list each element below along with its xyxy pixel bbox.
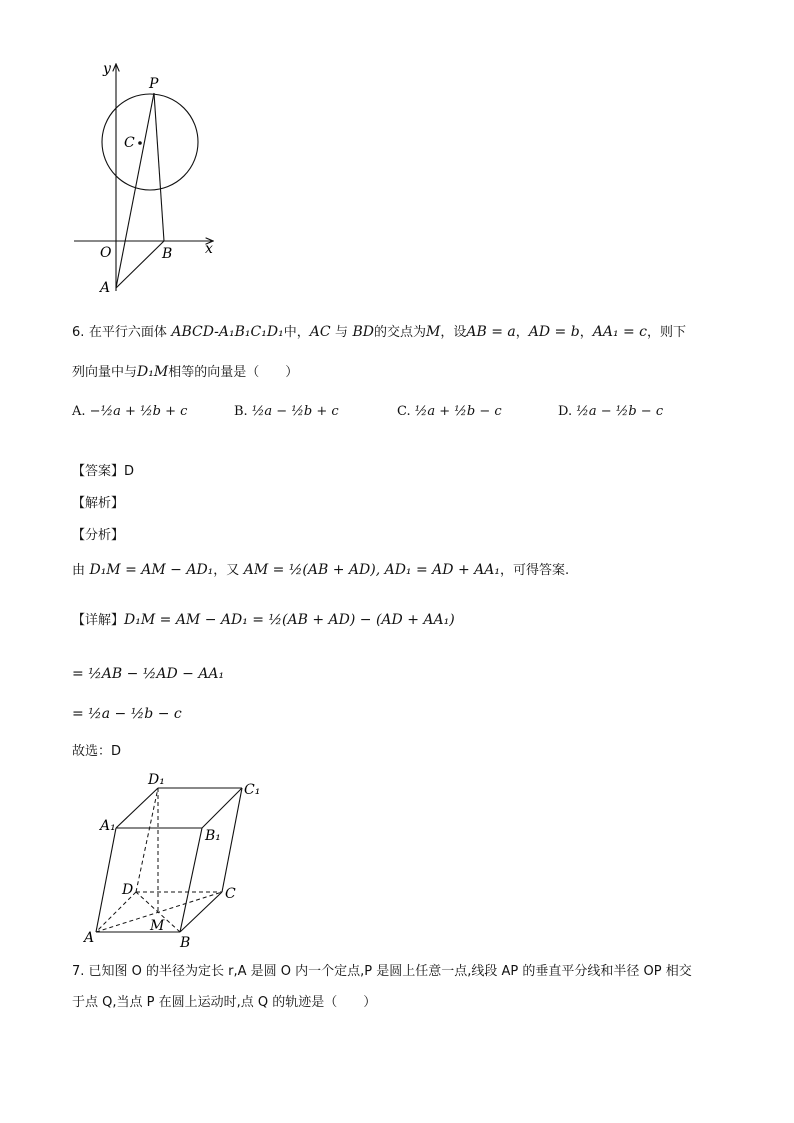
label-x: x: [205, 241, 213, 257]
question7-line1: 7. 已知图 O 的半径为定长 r,A 是圆 O 内一个定点,P 是圆上任意一点,线段 AP 的垂直平分线和半径 OP 相交: [72, 964, 692, 979]
segment-ac: AC: [309, 324, 331, 340]
stem-text: 的交点为: [373, 325, 426, 340]
solid-name: ABCD-A₁B₁C₁D₁: [171, 324, 284, 340]
fenxi-eq2: AM = ½(AB + AD), AD₁ = AD + AA₁: [243, 562, 500, 578]
option-a[interactable]: [72, 404, 187, 419]
segment-ab: [116, 241, 164, 288]
question6-line2: [72, 362, 298, 383]
segment-bd: BD: [352, 324, 374, 340]
answer-value: D: [124, 464, 135, 479]
label-o: O: [100, 245, 112, 261]
stem-text: 中，: [283, 325, 310, 340]
label-b: B: [180, 935, 191, 950]
stem-text: 列向量中与: [72, 365, 138, 380]
vector-ab-def: AB = a: [466, 324, 516, 340]
fenxi-line: [72, 560, 569, 581]
fenxi-eq1: D₁M = AM − AD₁: [89, 562, 214, 578]
label-c: C: [124, 135, 135, 151]
point-m: M: [426, 324, 441, 340]
stem-text: ，设: [440, 325, 467, 340]
label-m: M: [150, 918, 165, 934]
analysis-tag: 【解析】: [72, 496, 125, 511]
answer-line: [72, 462, 134, 482]
detail-line: [72, 610, 455, 631]
question6-line1: 6. 在平行六面体 ABCD-A₁B₁C₁D₁中，AC 与 BD的交点为M，设AB = a，AD = b，AA₁ = c，则下: [72, 324, 687, 340]
edge-cc1: [222, 788, 242, 892]
label-d: D: [122, 882, 134, 898]
fenxi-tag: 【分析】: [72, 528, 125, 543]
label-b: B: [162, 246, 173, 262]
option-d[interactable]: [558, 404, 663, 419]
option-a-expr: −½a + ½b + c: [89, 404, 188, 419]
vector-d1m: D₁M: [137, 364, 169, 380]
parallelepiped-figure: [78, 770, 278, 950]
label-a: A: [84, 930, 95, 946]
vector-ad-def: AD = b: [528, 324, 580, 340]
stem-text: 在平行六面体: [88, 325, 167, 340]
option-d-expr: ½a − ½b − c: [576, 404, 664, 419]
option-b-expr: ½a − ½b + c: [251, 404, 339, 419]
option-a-label: A.: [72, 404, 86, 419]
label-b1: B₁: [205, 828, 221, 844]
detail-eq3: = ½a − ½b − c: [72, 706, 182, 722]
label-d1: D₁: [148, 772, 165, 788]
stem-text: 相等的向量是（ ）: [168, 365, 299, 380]
option-b[interactable]: [234, 404, 339, 419]
label-a: A: [100, 280, 111, 296]
question6-number: 6.: [72, 325, 85, 340]
detail-tag: 【详解】: [72, 613, 125, 628]
choose-line: 故选：D: [72, 744, 122, 759]
edge-bb1: [180, 828, 202, 932]
option-d-label: D.: [558, 404, 573, 419]
label-c1: C₁: [244, 782, 261, 798]
option-c-label: C.: [397, 404, 411, 419]
label-c: C: [225, 886, 236, 902]
stem-text: 与: [335, 325, 349, 340]
label-p: P: [149, 76, 159, 92]
fenxi-text: ，又: [213, 563, 240, 578]
edge-bc: [180, 892, 222, 932]
center-point: [138, 141, 142, 145]
question7-line2: 于点 Q,当点 P 在圆上运动时,点 Q 的轨迹是（ ）: [72, 995, 377, 1010]
coordinate-figure: [60, 55, 230, 305]
segment-pb: [154, 93, 164, 241]
fenxi-text: ，可得答案.: [499, 563, 570, 578]
edge-d1a1: [116, 788, 158, 828]
edge-aa1: [96, 828, 116, 932]
vector-aa1-def: AA₁ = c: [592, 324, 648, 340]
detail-eq2: = ½AB − ½AD − AA₁: [72, 666, 225, 682]
option-b-label: B.: [234, 404, 248, 419]
fenxi-text: 由: [72, 563, 86, 578]
option-c[interactable]: [397, 404, 502, 419]
stem-text: ，则下: [647, 325, 687, 340]
answer-tag: 【答案】: [72, 464, 125, 479]
detail-eq1: D₁M = AM − AD₁ = ½(AB + AD) − (AD + AA₁): [124, 612, 455, 628]
label-y: y: [103, 61, 111, 77]
label-a1: A₁: [100, 818, 116, 834]
edge-dd1: [136, 788, 158, 892]
option-c-expr: ½a + ½b − c: [414, 404, 502, 419]
